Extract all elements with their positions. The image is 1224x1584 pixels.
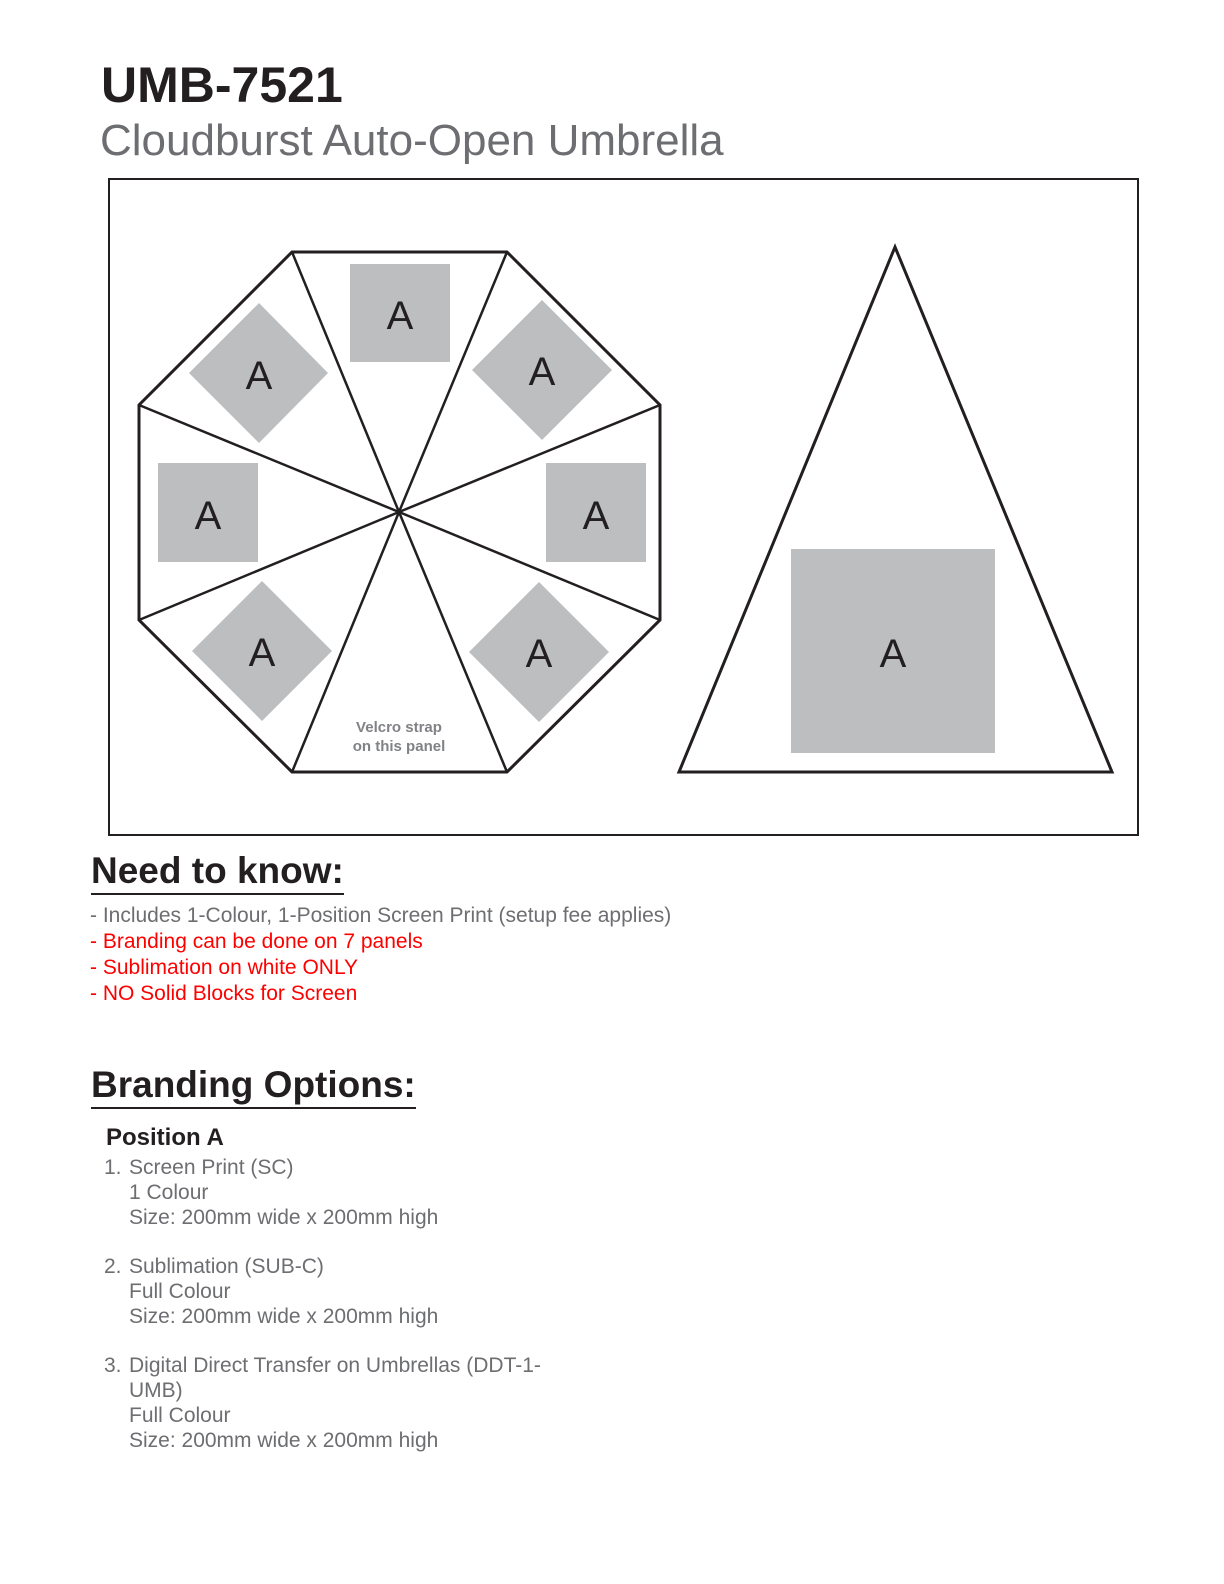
note-item-warning: - Sublimation on white ONLY: [90, 956, 359, 979]
panel-label: A: [582, 494, 610, 538]
need-to-know-list: [90, 903, 671, 1007]
option-size: Size: 200mm wide x 200mm high: [129, 1305, 439, 1328]
panel-label: A: [528, 350, 556, 394]
umbrella-panel-diagram: [110, 180, 1141, 838]
velcro-note: on this panel: [352, 738, 446, 755]
panel-label: A: [194, 494, 222, 538]
note-item: - Includes 1-Colour, 1-Position Screen Print (setup fee applies): [90, 904, 672, 927]
product-code: UMB-7521: [101, 57, 343, 113]
print-area-diagram: [108, 178, 1139, 836]
branding-option: [104, 1155, 624, 1230]
option-method: Digital Direct Transfer on Umbrellas (DDT-1-: [129, 1354, 541, 1377]
option-number: 3.: [104, 1354, 122, 1377]
note-item-warning: - NO Solid Blocks for Screen: [90, 982, 358, 1005]
velcro-note: Velcro strap: [356, 719, 442, 736]
note-item-warning: - Branding can be done on 7 panels: [90, 930, 423, 953]
panel-label: A: [245, 354, 273, 398]
option-colour: 1 Colour: [129, 1181, 209, 1204]
option-method: Sublimation (SUB-C): [129, 1255, 324, 1278]
option-size: Size: 200mm wide x 200mm high: [129, 1206, 439, 1229]
panel-label: A: [248, 631, 276, 675]
panel-label: A: [386, 294, 414, 338]
product-name: Cloudburst Auto-Open Umbrella: [100, 116, 724, 165]
branding-options-heading: Branding Options:: [91, 1066, 416, 1109]
panel-label: A: [879, 632, 907, 676]
option-method-cont: UMB): [129, 1379, 183, 1402]
need-to-know-heading: Need to know:: [91, 852, 344, 895]
position-a-heading: Position A: [106, 1124, 224, 1151]
option-colour: Full Colour: [129, 1280, 231, 1303]
branding-option: [104, 1254, 624, 1329]
option-number: 2.: [104, 1255, 122, 1278]
panel-label: A: [525, 632, 553, 676]
option-colour: Full Colour: [129, 1404, 231, 1427]
option-number: 1.: [104, 1156, 122, 1179]
branding-option: [104, 1353, 624, 1453]
option-method: Screen Print (SC): [129, 1156, 294, 1179]
branding-options-list: [104, 1155, 624, 1477]
option-size: Size: 200mm wide x 200mm high: [129, 1429, 439, 1452]
